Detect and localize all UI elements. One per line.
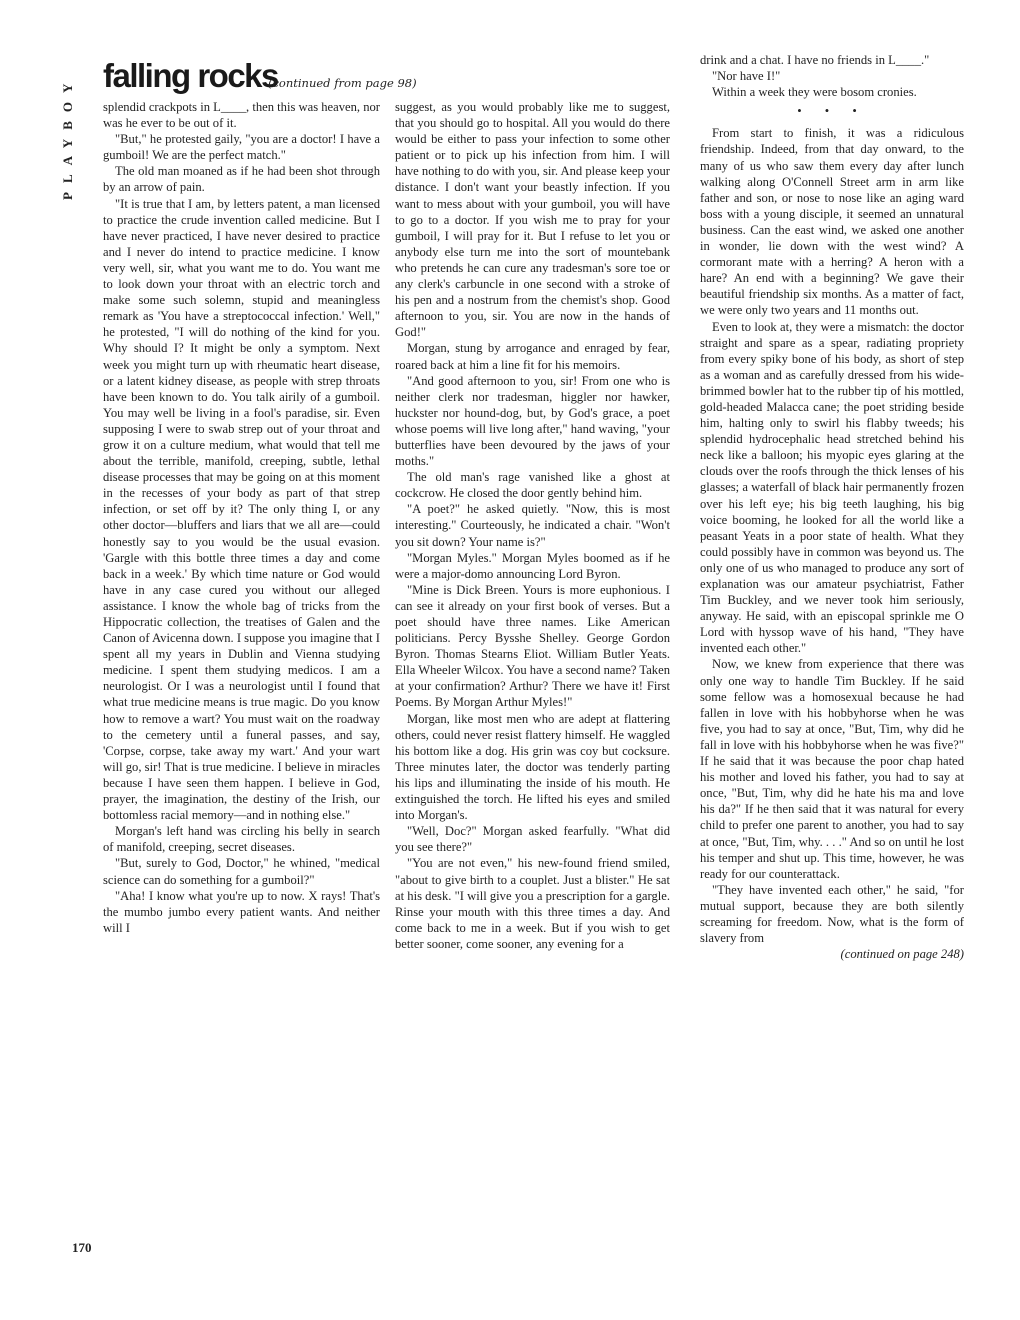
paragraph: splendid crackpots in L____, then this was heaven, nor was he ever to be out of it. bbox=[103, 100, 381, 131]
paragraph: "They have invented each other," he said, "for mutual support, because they are both silently screaming for freedom. Now, what is the form of slavery from bbox=[700, 882, 964, 946]
text-column-2 bbox=[395, 99, 670, 952]
paragraph: "And good afternoon to you, sir! From one who is neither clerk nor tradesman, higgler nor hawker, huckster nor hound-dog, but, by God's grace, a poet whose poems will live long after," hand waving, "your butterflies have been devoured by the jaws of your moths." bbox=[395, 373, 670, 469]
paragraph: "Aha! I know what you're up to now. X rays! That's the mumbo jumbo every patient wants. And neither will I bbox=[103, 888, 380, 935]
paragraph: From start to finish, it was a ridiculous friendship. Indeed, from that day onward, to the many of us who saw them every day after lunch walking along O'Connell Street arm in arm like father and son, or nose to nose like an aging ward boss with a young disciple, it seemed an unnatural business. Can the east wind, we asked one another in wonder, lie down with the west wind? A cormorant mate with a herring? A heron with a hare? An end with a beginning? We gave their beautiful friendship six months. As a matter of fact, we were only two years and 11 months out. bbox=[700, 126, 964, 318]
article-title: falling rocks bbox=[103, 57, 278, 94]
paragraph: Even to look at, they were a mismatch: the doctor straight and spare as a spear, radiating propriety from every spiky bone of his body, as short of step as a woman and as carefully dressed from his wide-brimmed bowler hat to the rubber tip of his mottled, gold-headed Malacca cane; the poet striding beside him, halting only to swirl his flabby tweeds; his splendid hydrocephalic head stretched behind his neck like a balloon; his myopic eyes glaring at the clouds over the roofs through the thick lenses of his glasses; a waterfall of black hair permanently frozen over his left eye; his big teeth laughing, his big voice booming, he looked for all the world like a peasant Yeats in a poor state of health. What they could possibly have in common was beyond us. The only one of us who managed to produce any sort of explanation was our amateur psychiatrist, Father Tim Buckley, and we never took him seriously, anyway. He said, with an episcopal sprinkle me O Lord with hyssop wave of his hand, "They have invented each other." bbox=[700, 319, 965, 656]
section-break: • • • bbox=[797, 104, 867, 119]
magazine-name: PLAYBOY bbox=[60, 74, 75, 200]
paragraph: drink and a chat. I have no friends in L____." bbox=[700, 53, 930, 67]
paragraph: "Nor have I!" bbox=[712, 69, 781, 84]
paragraph: "A poet?" he asked quietly. "Now, this is most interesting." Courteously, he indicated a chair. "Won't you sit down? Your name is?" bbox=[395, 502, 670, 549]
paragraph: Morgan, stung by arrogance and enraged by fear, roared back at him a line fit for his memoirs. bbox=[395, 341, 670, 372]
paragraph: "Mine is Dick Breen. Yours is more euphonious. I can see it already on your first book of verses. But a poet should have three names. Like American politicians. Percy Bysshe Shelley. George Gordon Byron. Thomas Stearns Eliot. William Butler Yeats. Ella Wheeler Wilcox. You have a second name? Taken at your confirmation? Arthur? There we have it! First Poems. By Morgan Arthur Myles!" bbox=[395, 582, 670, 710]
paragraph: Morgan, like most men who are adept at flattering others, could never resist flattery himself. He waggled his bottom like a dog. His grin was coy but cocksure. Three minutes later, the doctor was tenderly parting his lips and illuminating the inside of his mouth. He extinguished the torch. He lifted his eyes and smiled into Morgan's. bbox=[395, 711, 670, 823]
paragraph: Morgan's left hand was circling his belly in search of manifold, creeping, secret diseases. bbox=[103, 824, 380, 855]
paragraph: "It is true that I am, by letters patent, a man licensed to practice the crude invention called medicine. But I have never practiced, I have never desired to practice and I never do intend to practice medicine. I know very well, sir, what you want me to do. You want me to look down your throat with an electric torch and make some such solemn, stupid and meaningless remark as 'You have a streptococcal infection.' Well," he protested, "I will do nothing of the kind for you. Why should I? It might be only a symptom. Next week you might turn up with rheumatic heart disease, or a latent kidney disease, as people with strep throats have been known to do. You talk airily of a gumboil. You may well be living in a fool's paradise, sir. Even supposing I were to swab strep out of your throat and grow it on a culture medium, what would that tell me about the terrible, manifold, creeping, subtle, lethal disease processes that may be going on at this moment in the recesses of your body as part of that strep infection, or set off by it? The only thing I, or any other doctor—bluffers and liars that we all are—could honestly say to you would be the usual evasion. 'Gargle with this bottle three times a day and come back in a week.' By which time nature or God would have in any case cured you without our alleged assistance. I know the whole bag of tricks from the Hippocratic collection, the treatises of Galen and the Canon of Avicenna down. I suppose you imagine that I spent all my years in Dublin and Vienna studying medicine. I spent them studying medicos. I am a neurologist. Or I was a neurologist until I found that what true medicine means is true magic. Do you know how to remove a wart? You must wait on the roadway to the cemetery until a funeral passes, and say, 'Corpse, corpse, take away my wart.' And your wart will go, sir! That is true medicine. I believe in miracles because I have seen them happen. I believe in God, prayer, the imagination, the destiny of the Irish, our bottomless racial memory—and in nothing else." bbox=[103, 196, 380, 823]
continued-from-note: (continued from page 98) bbox=[268, 76, 417, 90]
paragraph: "Well, Doc?" Morgan asked fearfully. "What did you see there?" bbox=[395, 824, 670, 855]
paragraph: "But," he protested gaily, "you are a doctor! I have a gumboil! We are the perfect match." bbox=[103, 132, 380, 163]
paragraph: The old man's rage vanished like a ghost at cockcrow. He closed the door gently behind him. bbox=[395, 470, 670, 501]
paragraph: "Morgan Myles." Morgan Myles boomed as if he were a major-domo announcing Lord Byron. bbox=[395, 550, 670, 581]
text-column-1 bbox=[103, 99, 380, 936]
paragraph: suggest, as you would probably like me to suggest, that you should go to hospital. All you would do there would be either to pass your infection to some other patient or to pick up his infection from him. I will have nothing to do with you, sir. And please keep your distance. I don't want your beastly infection. If you want to mess about with your gumboil, you will have to go to a doctor. If you wish me to pray for your gumboil, I will pray for it. But I refuse to let you or anybody else turn me into the sort of mountebank who pretends he can cure any tradesman's sore toe or any clerk's carbuncle in one second with a stroke of his pen and a nostrum from the chemist's shop. Good afternoon to you, sir. You are now in the hands of God!" bbox=[395, 100, 670, 340]
continued-on-note: (continued on page 248) bbox=[840, 947, 964, 962]
paragraph: "But, surely to God, Doctor," he whined, "medical science can do something for a gumboil?" bbox=[103, 856, 380, 887]
paragraph: The old man moaned as if he had been shot through by an arrow of pain. bbox=[103, 164, 380, 195]
paragraph: "You are not even," his new-found friend smiled, "about to give birth to a couplet. Just a blister." He sat at his desk. "I will give you a prescription for a gargle. Rinse your mouth with this three times a day. And come back to me in a week. But if you wish to get better sooner, come sooner, any evening for a bbox=[395, 856, 670, 951]
page-number: 170 bbox=[72, 1240, 92, 1255]
text-column-3 bbox=[700, 52, 964, 962]
paragraph: Now, we knew from experience that there was only one way to handle Tim Buckley. If he said some fellow was a homosexual because he had fallen in love with his hobbyhorse when he was five, you had to say at once, "But, Tim, why did he fall in love with his hobbyhorse when he was five?" If he said that it was because the poor chap hated his mother and loved his father, you had to say at once, "But, Tim, why did he hate his ma and love his da?" If he then said that it was natural for every child to prefer one parent to another, you had to say at once, "But, Tim, why. . . ." And so on until he lost his temper and shut up. This time, however, he was ready for our counterattack. bbox=[700, 657, 964, 881]
paragraph: Within a week they were bosom cronies. bbox=[712, 85, 917, 100]
